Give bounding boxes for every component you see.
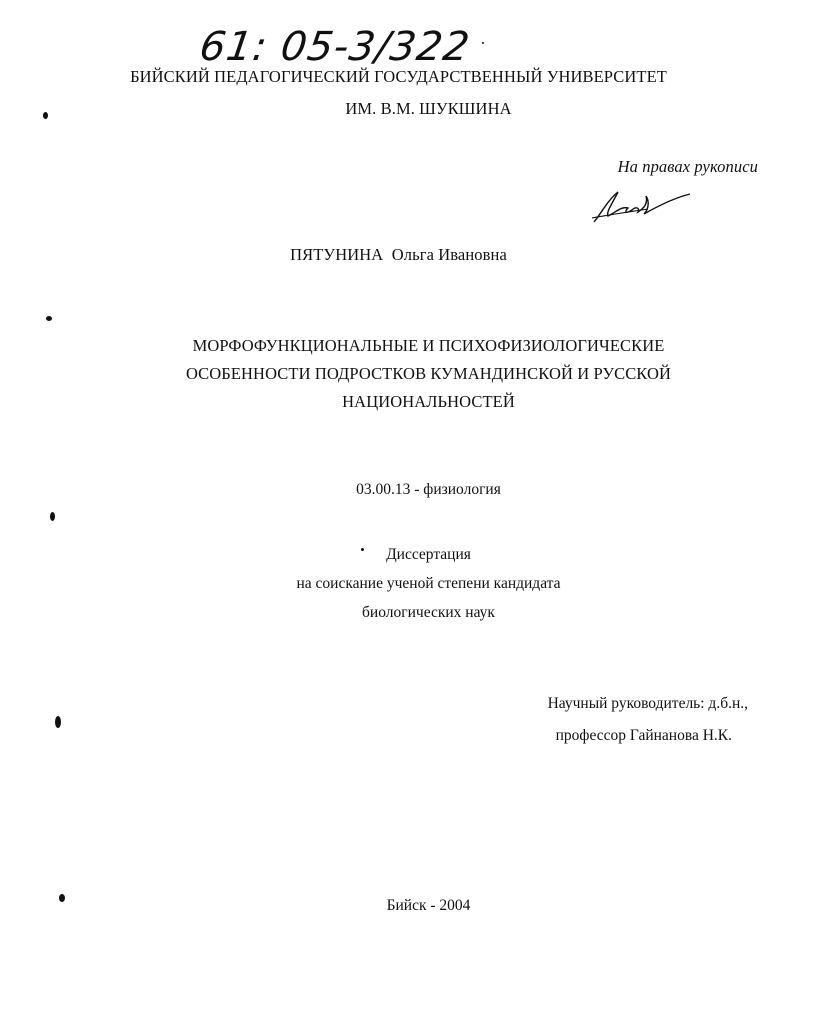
author-given-names: Ольга Ивановна bbox=[391, 245, 507, 264]
title-line: МОРФОФУНКЦИОНАЛЬНЫЕ И ПСИХОФИЗИОЛОГИЧЕСКИЕ bbox=[192, 336, 665, 355]
degree-line: на соискание ученой степени кандидата bbox=[296, 575, 561, 592]
scan-speck bbox=[55, 716, 61, 728]
archive-number-text: 61: 05-3/322 bbox=[196, 24, 473, 70]
scan-speck bbox=[43, 112, 48, 119]
author-name bbox=[0, 245, 797, 265]
title-line: НАЦИОНАЛЬНОСТЕЙ bbox=[342, 392, 515, 411]
dissertation-title bbox=[30, 332, 827, 416]
supervisor-name: профессор Гайнанова Н.К. bbox=[555, 727, 732, 744]
university-line-2: ИМ. В.М. ШУКШИНА bbox=[345, 99, 512, 118]
title-line: ОСОБЕННОСТИ ПОДРОСТКОВ КУМАНДИНСКОЙ И РУССКОЙ bbox=[185, 364, 672, 383]
handwritten-archive-number bbox=[196, 12, 473, 74]
author-surname: ПЯТУНИНА bbox=[290, 245, 384, 264]
scan-speck bbox=[59, 894, 65, 902]
supervisor-title: Научный руководитель: д.б.н., bbox=[547, 695, 748, 712]
scan-speck bbox=[50, 512, 55, 521]
specialty-code: 03.00.13 - физиология bbox=[356, 481, 501, 498]
scan-speck bbox=[482, 42, 484, 44]
degree-block bbox=[30, 540, 827, 627]
manuscript-note: На правах рукописи bbox=[617, 157, 758, 176]
place-year: Бийск - 2004 bbox=[386, 897, 471, 914]
supervisor-block bbox=[548, 688, 748, 752]
signature bbox=[588, 182, 693, 226]
scan-speck bbox=[361, 548, 364, 551]
degree-type: Диссертация bbox=[386, 546, 471, 563]
university-line-1: БИЙСКИЙ ПЕДАГОГИЧЕСКИЙ ГОСУДАРСТВЕННЫЙ УНИВЕРСИТЕТ bbox=[130, 67, 667, 86]
degree-line: биологических наук bbox=[362, 604, 495, 621]
scan-speck bbox=[46, 316, 52, 321]
